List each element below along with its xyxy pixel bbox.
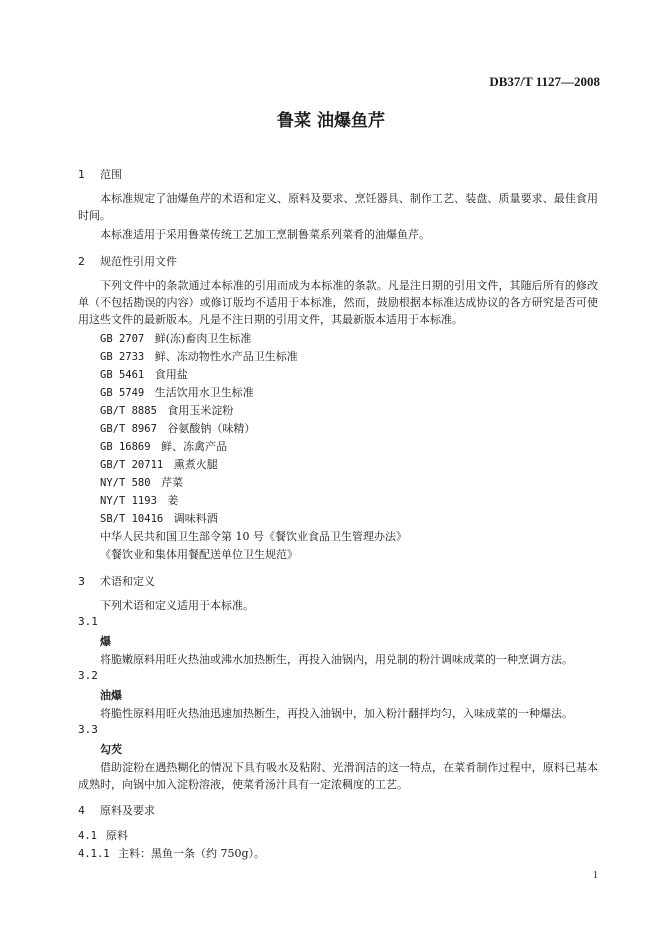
page-title: 鲁菜 油爆鱼芹 [277, 111, 385, 131]
term-name: 油爆 [100, 689, 122, 702]
term-definition: 将脆嫩原料用旺火热油或沸水加热断生，再投入油锅内，用兑制的粉汁调味成菜的一种烹调方法。 [100, 653, 573, 666]
page-number: 1 [593, 870, 598, 881]
reference-item: GB/T 20711 熏煮火腿 [100, 458, 218, 471]
section-title: 范围 [100, 168, 122, 181]
subsection-number: 4.1 [78, 830, 97, 842]
section-number: 1 [78, 168, 85, 181]
item-number: 4.1.1 [78, 848, 110, 860]
term-definition: 借助淀粉在遇热糊化的情况下具有吸水及粘附、光滑润洁的这一特点，在菜肴制作过程中，原料已基本成熟时，向锅中加入淀粉溶液，使菜肴汤汁具有一定浓稠度的工艺。 [78, 761, 598, 791]
section-3-intro: 下列术语和定义适用于本标准。 [100, 599, 254, 612]
reference-extra-2: 《餐饮业和集体用餐配送单位卫生规范》 [100, 548, 298, 561]
section-2-paragraph-1: 下列文件中的条款通过本标准的引用而成为本标准的条款。凡是注日期的引用文件，其随后所有的修改单（不包括勘误的内容）或修订版均不适用于本标准，然而，鼓励根据本标准达成协议的各方研究是否可使用这些文件的最新版本。凡是不注日期的引用文件，其最新版本适用于本标准。 [78, 279, 598, 326]
term-name: 勾芡 [100, 743, 122, 756]
subsection-4-1-heading [78, 827, 128, 843]
term-definition: 将脆性原料用旺火热油迅速加热断生，再投入油锅中，加入粉汁翻拌均匀，入味成菜的一种爆法。 [100, 707, 573, 720]
section-title: 原料及要求 [100, 804, 155, 817]
item-text: 主料：黑鱼一条（约 750g）。 [118, 847, 266, 860]
reference-item: NY/T 1193 姜 [100, 494, 179, 507]
section-title: 规范性引用文件 [100, 255, 177, 268]
reference-item: GB/T 8885 食用玉米淀粉 [100, 404, 234, 417]
section-1-paragraph-2: 本标准适用于采用鲁菜传统工艺加工烹制鲁菜系列菜肴的油爆鱼芹。 [100, 228, 430, 241]
reference-item: GB 5749 生活饮用水卫生标准 [100, 386, 254, 399]
reference-item: GB 2707 鲜(冻)畜肉卫生标准 [100, 332, 252, 345]
section-1-paragraph-1: 本标准规定了油爆鱼芹的术语和定义、原料及要求、烹饪器具、制作工艺、装盘、质量要求、最佳食用时间。 [78, 192, 598, 222]
term-number: 3.3 [78, 723, 98, 736]
item-4-1-1 [78, 845, 265, 861]
reference-item: GB/T 8967 谷氨酸钠（味精） [100, 422, 256, 435]
reference-extra-1: 中华人民共和国卫生部令第 10 号《餐饮业食品卫生管理办法》 [100, 530, 407, 543]
section-2-heading [78, 253, 177, 269]
section-3-heading [78, 573, 155, 589]
subsection-title: 原料 [106, 829, 128, 842]
reference-item: GB 5461 食用盐 [100, 368, 188, 381]
section-title: 术语和定义 [100, 575, 155, 588]
section-number: 4 [78, 804, 85, 817]
term-number: 3.2 [78, 669, 98, 682]
section-number: 2 [78, 255, 85, 268]
term-number: 3.1 [78, 615, 98, 628]
reference-item: NY/T 580 芹菜 [100, 476, 184, 489]
reference-item: GB 2733 鲜、冻动物性水产品卫生标准 [100, 350, 298, 363]
reference-item: SB/T 10416 调味料酒 [100, 512, 218, 525]
reference-item: GB 16869 鲜、冻禽产品 [100, 440, 228, 453]
section-1-heading [78, 166, 122, 182]
document-code: DB37/T 1127—2008 [489, 74, 600, 89]
term-name: 爆 [100, 635, 111, 648]
section-4-heading [78, 802, 155, 818]
section-number: 3 [78, 575, 85, 588]
